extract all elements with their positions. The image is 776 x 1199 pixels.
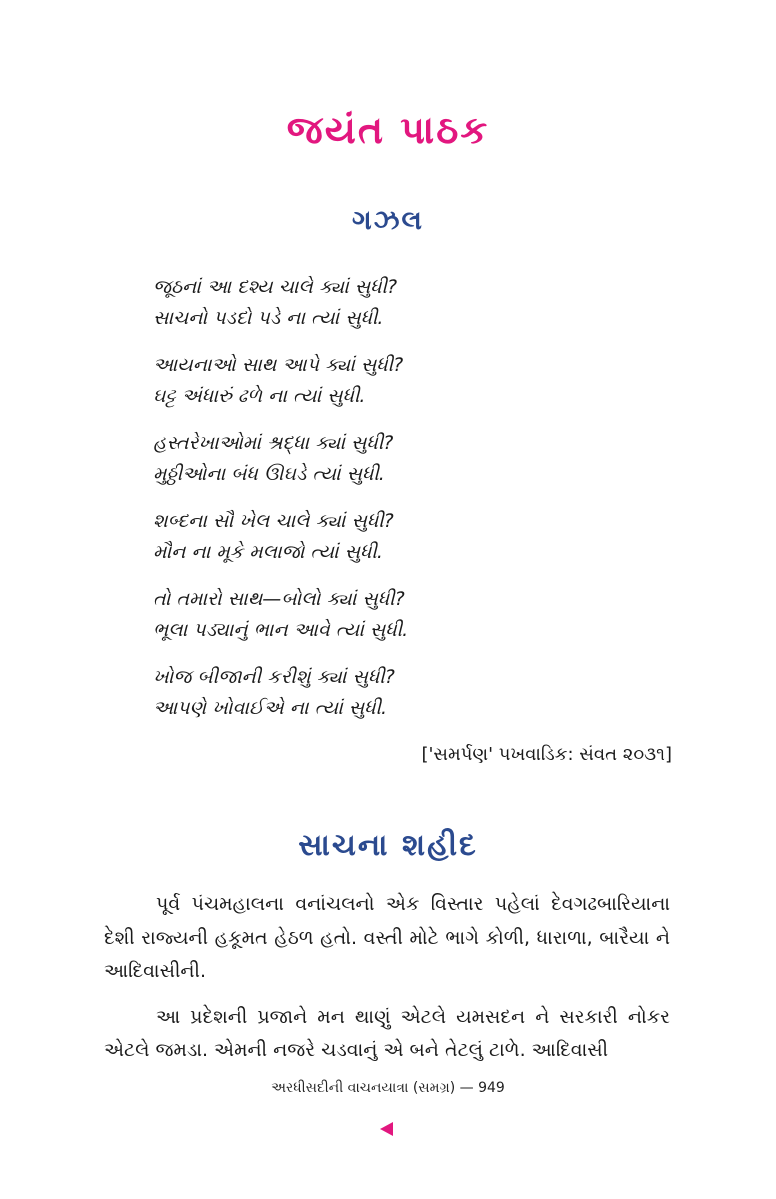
poem-line: ઘટ્ટ અંધારું ઢળે ના ત્યાં સુધી. <box>153 385 366 407</box>
poem-stanza <box>153 428 593 490</box>
poem-line: મૌન ના મૂકે મલાજો ત્યાં સુધી. <box>153 541 383 563</box>
poem-line: આપણે ખોવાઈએ ના ત્યાં સુધી. <box>153 697 388 719</box>
poem-stanza <box>153 350 593 412</box>
poem-title: ગઝલ <box>352 205 424 236</box>
prose-title: સાચના શહીદ <box>298 828 478 863</box>
poem-stanza <box>153 662 593 724</box>
poem-line: આયનાઓ સાથ આપે ક્યાં સુધી? <box>153 354 404 376</box>
poem-line: શબ્દના સૌ ખેલ ચાલે ક્યાં સુધી? <box>153 510 394 532</box>
poem-citation: ['સમર્પણ' પખવાડિક: સંવત ૨૦૩૧] <box>421 744 672 765</box>
poem-line: ભૂલા પડ્યાનું ભાન આવે ત્યાં સુધી. <box>153 619 409 641</box>
poem-stanza <box>153 506 593 568</box>
prose-paragraph: આ પ્રદેશની પ્રજાને મન થાણું એટલે યમસદન ને સરકારી નોકર એટલે જમડા. એમની નજરે ચડવાનું એ બને તેટલું ટાળે. આદિવાસી <box>104 1005 670 1061</box>
poem-line: મુઠ્ઠીઓના બંધ ઊઘડે ત્યાં સુધી. <box>153 463 385 485</box>
poem-stanza <box>153 272 593 334</box>
poem-line: તો તમારો સાથ—બોલો ક્યાં સુધી? <box>153 588 405 610</box>
prose-paragraph: પૂર્વ પંચમહાલના વનાંચલનો એક વિસ્તાર પહેલાં દેવગઢબારિયાના દેશી રાજ્યની હકૂમત હેઠળ હતો. વસ્તી મોટે ભાગે કોળી, ધારાળા, બારૈયા ને આદિવાસીની. <box>104 893 670 982</box>
poem-body <box>153 272 593 740</box>
author-name: જયંત પાઠક <box>286 108 490 152</box>
poem-line: જૂઠનાં આ દશ્ય ચાલે ક્યાં સુધી? <box>153 276 398 298</box>
page-footer: અરધીસદીની વાચનયાત્રા (સમગ્ર) — 949 <box>271 1080 505 1096</box>
poem-line: સાચનો પડદો પડે ના ત્યાં સુધી. <box>153 307 384 329</box>
prose-body <box>104 888 670 1080</box>
poem-line: હસ્તરેખાઓમાં શ્રદ્ધા ક્યાં સુધી? <box>153 432 394 454</box>
previous-page-arrow-icon[interactable] <box>380 1122 393 1136</box>
poem-stanza <box>153 584 593 646</box>
poem-line: ખોજ બીજાની કરીશું ક્યાં સુધી? <box>153 666 395 688</box>
